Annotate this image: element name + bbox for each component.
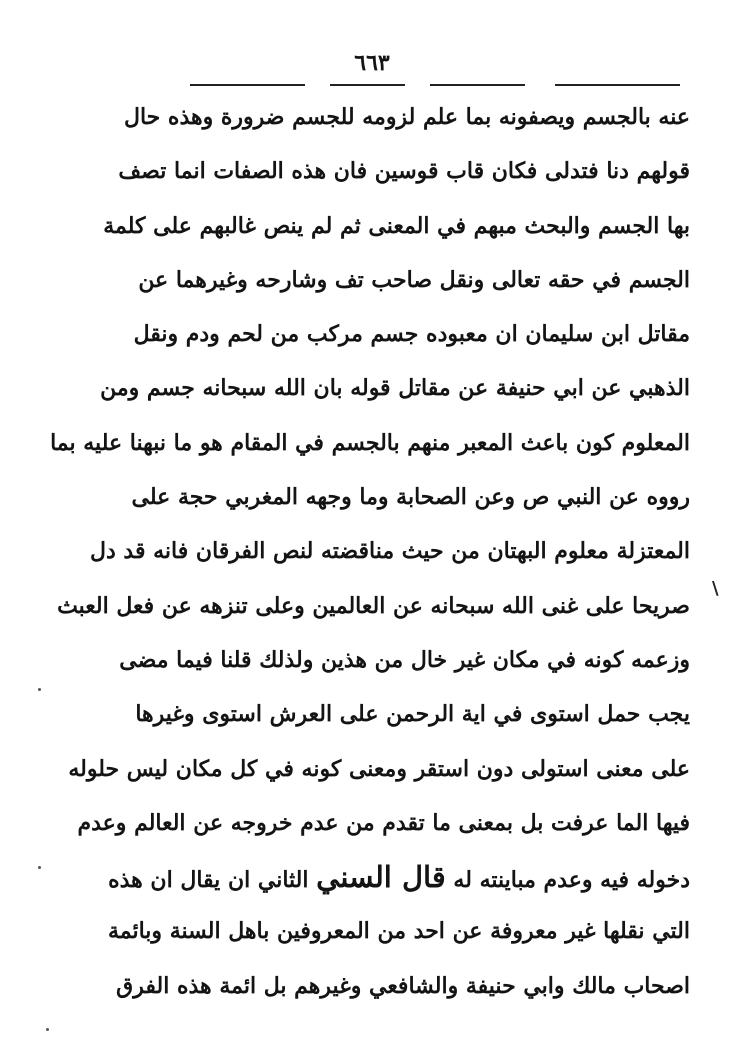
text-line: المعلوم كون باعث المعبر منهم بالجسم في المقام هو ما نبهنا عليه بما [50, 429, 690, 456]
text-line: صريحا على غنى الله سبحانه عن العالمين وعلى تنزهه عن فعل العبث [57, 592, 690, 619]
text-line-with-heading [108, 850, 690, 904]
line-start: دخوله فيه وعدم مباينته له [453, 867, 690, 894]
header-rule [430, 84, 525, 86]
line-end: الثاني ان يقال ان هذه [108, 867, 309, 894]
inline-heading: قال السني [316, 860, 446, 895]
scan-speck [38, 688, 41, 691]
text-line: رووه عن النبي ص وعن الصحابة وما وجهه المغربي حجة على [131, 484, 690, 511]
text-line: مقاتل ابن سليمان ان معبوده جسم مركب من لحم ودم ونقل [133, 321, 690, 348]
text-line: عنه بالجسم ويصفونه بما علم لزومه للجسم ضرورة وهذه حال [123, 104, 690, 130]
text-line: وزعمه كونه في مكان غير خال من هذين ولذلك قلنا فيما مضى [119, 646, 690, 673]
text-line: المعتزلة معلوم البهتان من حيث مناقضته لنص الفرقان فانه قد دل [89, 538, 690, 565]
margin-mark: \ [712, 578, 719, 599]
page-number: ٦٦٣ [354, 50, 390, 76]
scan-speck [46, 1028, 49, 1031]
text-line: على معنى استولى دون استقر ومعنى كونه في كل مكان ليس حلوله [68, 755, 690, 782]
text-line: اصحاب مالك وابي حنيفة والشافعي وغيرهم بل ائمة هذه الفرق [116, 972, 690, 999]
text-line: التي نقلها غير معروفة عن احد من المعروفين باهل السنة وبائمة [107, 918, 690, 945]
text-line: بها الجسم والبحث مبهم في المعنى ثم لم ينص غالبهم على كلمة [103, 212, 690, 239]
scan-speck [38, 866, 41, 869]
text-line: قولهم دنا فتدلى فكان قاب قوسين فان هذه الصفات انما تصف [118, 158, 690, 185]
text-line: الجسم في حقه تعالى ونقل صاحب تف وشارحه وغيرهما عن [138, 266, 690, 293]
text-line: فيها الما عرفت بل بمعنى ما تقدم من عدم خروجه عن العالم وعدم [77, 809, 690, 836]
text-line: يجب حمل استوى في اية الرحمن على العرش استوى وغيرها [135, 701, 690, 728]
header-rule [330, 84, 405, 86]
text-line: الذهبي عن ابي حنيفة عن مقاتل قوله بان الله سبحانه جسم ومن [100, 375, 690, 402]
header-rule [190, 84, 305, 86]
header-rule [555, 84, 680, 86]
body-text [50, 90, 690, 1013]
